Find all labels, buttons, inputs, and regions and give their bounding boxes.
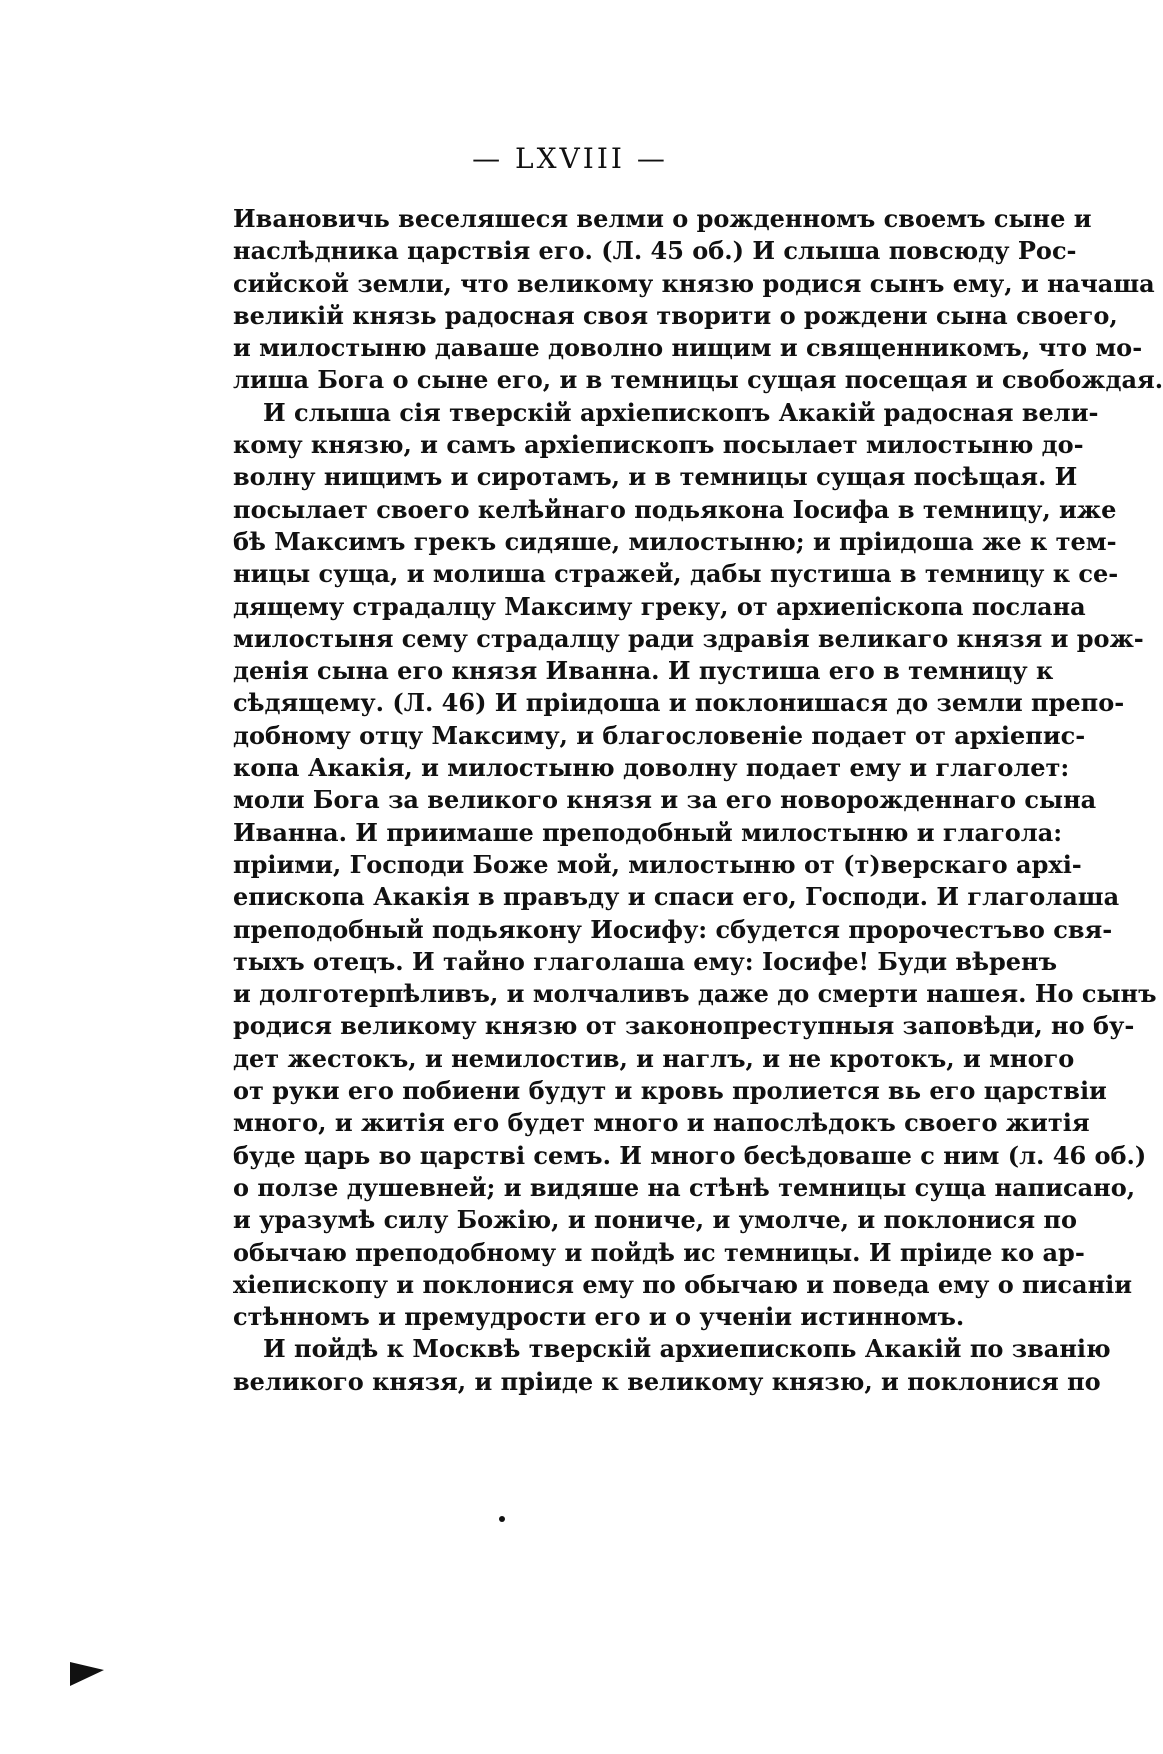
text-line: дет жестокъ, и немилостив, и наглъ, и не кротокъ, и много	[233, 1043, 1075, 1073]
text-line: бѣ Максимъ грекъ сидяше, милостыню; и пріидоша же к тем-	[233, 526, 1117, 556]
text-line: родися великому князю от законопреступныя заповѣди, но бу-	[233, 1011, 1135, 1041]
text-line: сѣдящему. (Л. 46) И пріидоша и поклонишася до земли препо-	[233, 688, 1125, 718]
text-line: посылает своего келѣйнаго подьякона Іосифа в темницу, иже	[233, 494, 1117, 524]
text-line: наслѣдника царствія его. (Л. 45 об.) И слыша повсюду Рос-	[233, 236, 1077, 266]
ink-speck	[499, 1516, 505, 1522]
text-line: от руки его побиени будут и кровь пролиется вь его царствіи	[233, 1076, 1107, 1106]
text-line: обычаю преподобному и пойдѣ ис темницы. И пріиде ко ар-	[233, 1237, 1085, 1267]
text-line: ницы суща, и молиша стражей, дабы пустиша в темницу к се-	[233, 559, 1119, 589]
text-line: и милостыню даваше доволно нищим и священникомъ, что мо-	[233, 333, 1143, 363]
text-line: и уразумѣ силу Божію, и пониче, и умолче, и поклонися по	[233, 1205, 1077, 1235]
text-line: дящему страдалцу Максиму греку, от архиепіскопа послана	[233, 591, 1086, 621]
text-line: великого князя, и пріиде к великому князю, и поклонися по	[233, 1366, 1101, 1396]
text-line: хіепископу и поклонися ему по обычаю и поведа ему о писаніи	[233, 1269, 1133, 1299]
text-line: И слыша сія тверскій архіепископъ Акакій радосная вели-	[263, 397, 1099, 427]
text-line: денія сына его князя Иванна. И пустиша его в темницу к	[233, 656, 1054, 686]
text-line: кому князю, и самъ архіепископъ посылает милостыню до-	[233, 430, 1084, 460]
text-line: моли Бога за великого князя и за его новорожденнаго сына	[233, 785, 1097, 815]
text-line: тыхъ отецъ. И тайно глаголаша ему: Іосифе! Буди вѣренъ	[233, 946, 1058, 976]
text-line: пріими, Господи Боже мой, милостыню от (т)верскаго архі-	[233, 849, 1082, 879]
text-line: волну нищимъ и сиротамъ, и в темницы сущая посѣщая. И	[233, 462, 1078, 492]
text-line: и долготерпѣливъ, и молчаливъ даже до смерти нашея. Но сынъ	[233, 979, 1157, 1009]
text-line: милостыня сему страдалцу ради здравія великаго князя и рож-	[233, 623, 1144, 653]
text-line: много, и житія его будет много и напослѣдокъ своего житія	[233, 1108, 1090, 1138]
page-corner-mark	[70, 1662, 104, 1686]
text-line: буде царь во царстві семъ. И много бесѣдоваше с ним (л. 46 об.)	[233, 1140, 1147, 1170]
text-line: великій князь радосная своя творити о рождени сына своего,	[233, 300, 1118, 330]
text-line: преподобный подьякону Иосифу: сбудется пророчестъво свя-	[233, 914, 1113, 944]
text-line: сийской земли, что великому князю родися сынъ ему, и начаша	[233, 268, 1155, 298]
text-line: епископа Акакія в правъду и спаси его, Господи. И глаголаша	[233, 882, 1120, 912]
text-line: Иванна. И приимаше преподобный милостыню и глагола:	[233, 817, 1063, 847]
text-line: стѣнномъ и премудрости его и о ученіи истинномъ.	[233, 1302, 965, 1332]
body-text	[233, 203, 1163, 1398]
text-line: копа Акакія, и милостыню доволну подает ему и глаголет:	[233, 753, 1070, 783]
text-line: И пойдѣ к Москвѣ тверскій архиепископь Акакій по званію	[263, 1334, 1111, 1364]
text-line: лиша Бога о сыне его, и в темницы сущая посещая и свобождая.	[233, 365, 1163, 395]
text-line: Ивановичь веселяшеся велми о рожденномъ своемъ сыне и	[233, 204, 1092, 233]
text-line: о ползе душевней; и видяше на стѣнѣ темницы суща написано,	[233, 1172, 1136, 1202]
text-line: добному отцу Максиму, и благословеніе подает от архіепис-	[233, 720, 1086, 750]
page-number: — LXVIII —	[472, 142, 668, 175]
